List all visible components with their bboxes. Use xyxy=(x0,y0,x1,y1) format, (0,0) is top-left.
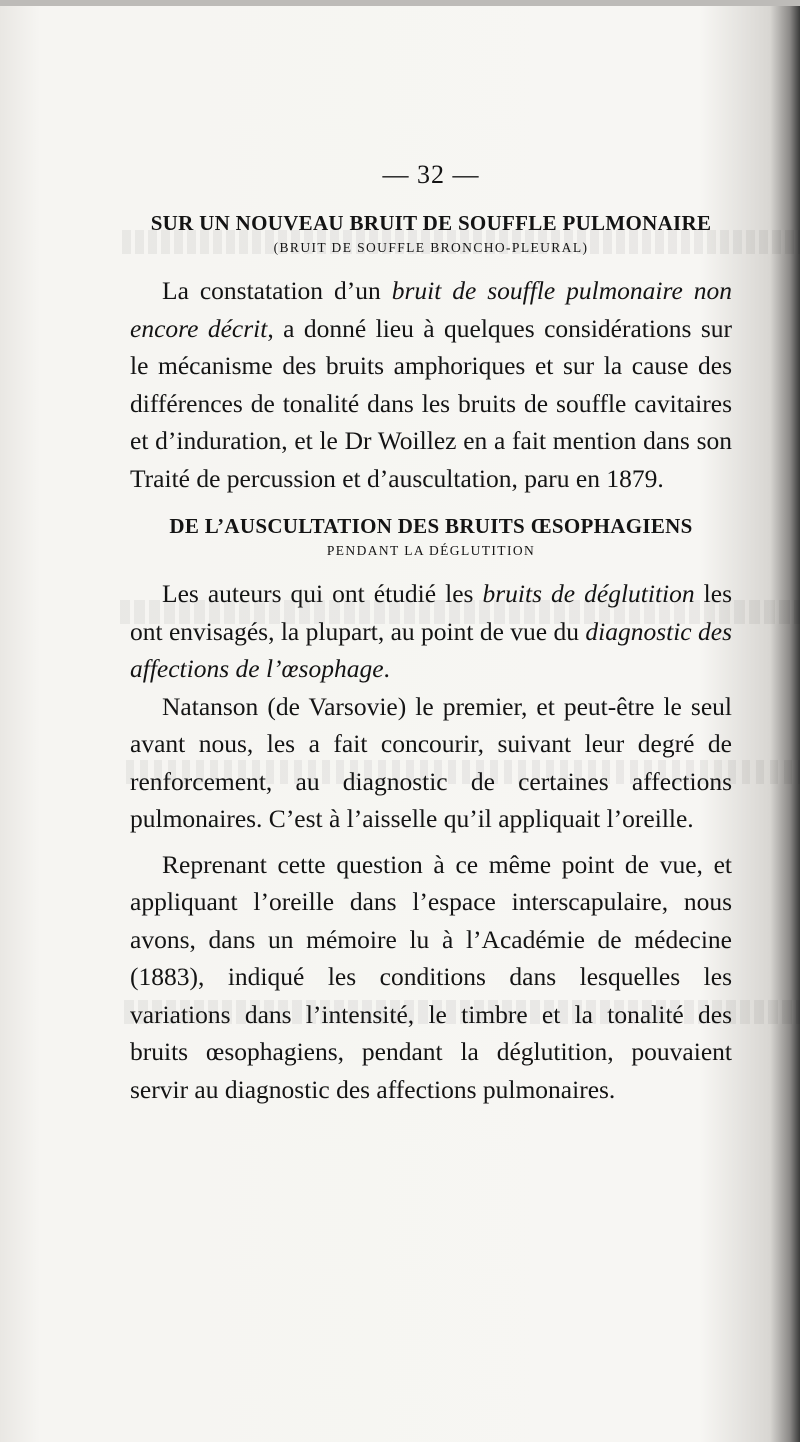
section-subheading: PENDANT LA DÉGLUTITION xyxy=(326,543,536,558)
text-run: La constatation d’un xyxy=(162,276,392,305)
paragraph: Reprenant cette question à ce même point de vue, et appliquant l’oreille dans l’espace interscapulaire, nous avons, dans un mémoire lu à l’Académie de médecine (1883), indiqué les conditions dans lesquelles les variations dans l’intensité, le timbre et la tonalité des bruits œsophagiens, pendant la déglutition, pouvaient servir au diagnostic des affections pulmonaires. xyxy=(130,849,732,1104)
italic-text-run: diagnostic des affections de l’œsophage xyxy=(130,616,732,683)
text-run: les ont envisagés, la plupart, au point de vue du xyxy=(130,579,733,646)
text-run: , a donné lieu à quelques considérations sur le mécanisme des bruits amphoriques et sur la cause des différences de tonalité dans les bruits de souffle cavitaires et d’induration, et le Dr Woillez en a fait mention dans son Traité de percussion et d’auscultation, paru en 1879. xyxy=(130,313,732,493)
page-top-edge xyxy=(0,0,800,6)
page-content xyxy=(130,160,732,1108)
text-run: . xyxy=(383,654,390,683)
text-run: Les auteurs qui ont étudié les xyxy=(162,579,483,608)
paragraph: Natanson (de Varsovie) le premier, et peut-être le seul avant nous, les a fait concourir, suivant leur degré de renforcement, au diagnostic de certaines affections pulmonaires. C’est à l’aisselle qu’il appliquait l’oreille. xyxy=(130,691,732,833)
section-subheading: (BRUIT DE SOUFFLE BRONCHO-PLEURAL) xyxy=(273,240,589,255)
section-heading: DE L’AUSCULTATION DES BRUITS ŒSOPHAGIENS xyxy=(169,514,693,538)
paragraph xyxy=(130,575,732,688)
page-number: — 32 — xyxy=(382,160,480,189)
italic-text-run: bruit de souffle pulmonaire non encore décrit xyxy=(130,276,732,343)
paragraph xyxy=(130,272,732,497)
section-heading: SUR UN NOUVEAU BRUIT DE SOUFFLE PULMONAIRE xyxy=(150,211,712,235)
italic-text-run: bruits de déglutition xyxy=(482,579,695,608)
